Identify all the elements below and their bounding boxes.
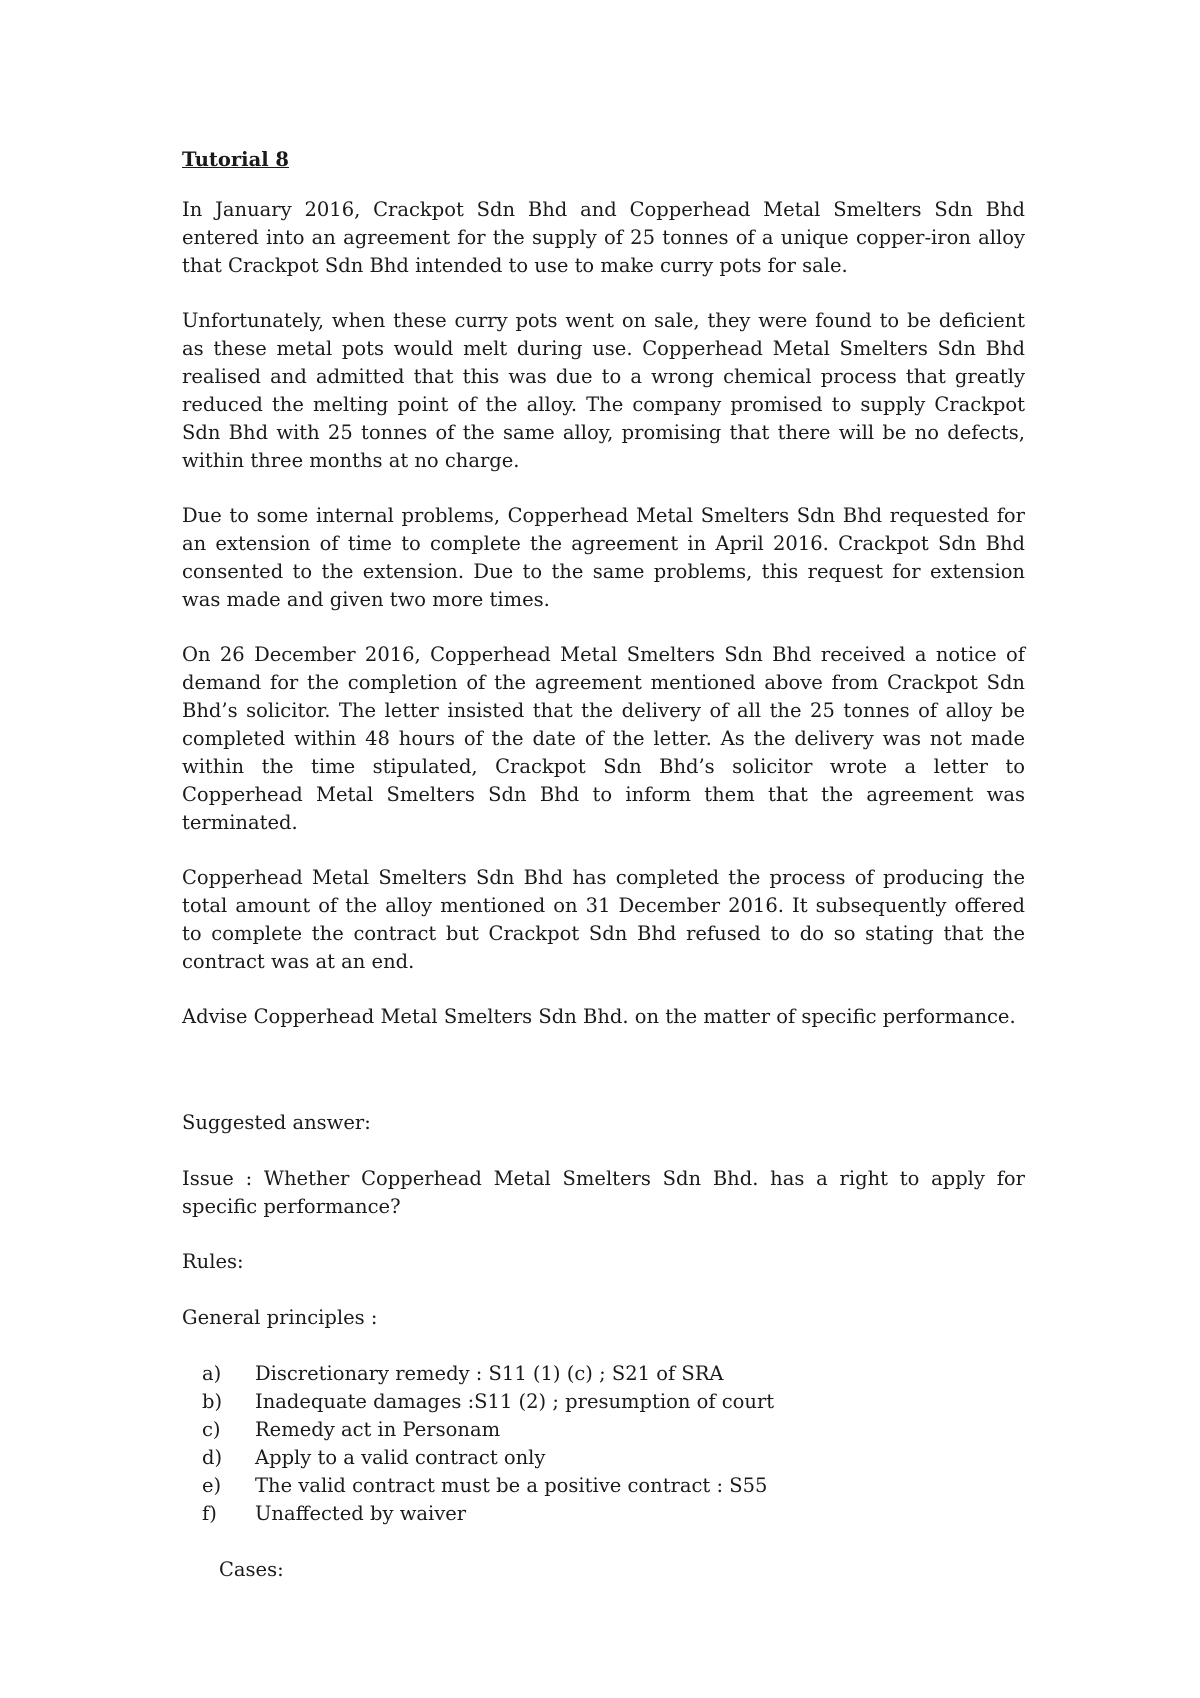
cases-heading: Cases: xyxy=(219,1558,284,1581)
principles-list xyxy=(182,1360,1025,1528)
paragraph: In January 2016, Crackpot Sdn Bhd and Copperhead Metal Smelters Sdn Bhd entered into an agreement for the supply of 25 tonnes of a unique copper-iron alloy that Crackpot Sdn Bhd intended to use to make curry pots for sale. xyxy=(182,198,1025,277)
list-item-text: Inadequate damages :S11 (2) ; presumption of court xyxy=(255,1390,775,1413)
list-item xyxy=(202,1472,1025,1500)
list-item xyxy=(202,1360,1025,1388)
paragraph: Unfortunately, when these curry pots went on sale, they were found to be deficient as these metal pots would melt during use. Copperhead Metal Smelters Sdn Bhd realised and admitted that this was due to a wrong chemical process that greatly reduced the melting point of the alloy. The company promised to supply Crackpot Sdn Bhd with 25 tonnes of the same alloy, promising that there will be no defects, within three months at no charge. xyxy=(182,309,1025,472)
list-item xyxy=(202,1388,1025,1416)
issue-statement: Issue : Whether Copperhead Metal Smelters Sdn Bhd. has a right to apply for specific performance? xyxy=(182,1167,1025,1218)
document-title: Tutorial 8 xyxy=(182,148,289,171)
rules-heading: Rules: xyxy=(182,1250,244,1273)
section-spacer xyxy=(182,1059,1025,1109)
list-marker: d) xyxy=(202,1446,223,1469)
suggested-answer-heading: Suggested answer: xyxy=(182,1111,371,1134)
paragraph: Copperhead Metal Smelters Sdn Bhd has completed the process of producing the total amount of the alloy mentioned on 31 December 2016. It subsequently offered to complete the contract but Crackpot Sdn Bhd refused to do so stating that the contract was at an end. xyxy=(182,866,1025,973)
paragraph: Due to some internal problems, Copperhead Metal Smelters Sdn Bhd requested for an extension of time to complete the agreement in April 2016. Crackpot Sdn Bhd consented to the extension. Due to the same problems, this request for extension was made and given two more times. xyxy=(182,504,1025,611)
general-principles-heading: General principles : xyxy=(182,1306,378,1329)
list-marker: b) xyxy=(202,1390,223,1413)
list-marker: a) xyxy=(202,1362,222,1385)
list-item xyxy=(202,1500,1025,1528)
question-prompt: Advise Copperhead Metal Smelters Sdn Bhd. on the matter of specific performance. xyxy=(182,1005,1016,1028)
list-item-text: Unaffected by waiver xyxy=(255,1502,467,1525)
list-marker: c) xyxy=(202,1418,221,1441)
list-item xyxy=(202,1416,1025,1444)
list-marker: f) xyxy=(202,1502,217,1525)
list-marker: e) xyxy=(202,1474,222,1497)
list-item-text: Discretionary remedy : S11 (1) (c) ; S21 of SRA xyxy=(255,1362,724,1385)
paragraph: On 26 December 2016, Copperhead Metal Smelters Sdn Bhd received a notice of demand for the completion of the agreement mentioned above from Crackpot Sdn Bhd’s solicitor. The letter insisted that the delivery of all the 25 tonnes of alloy be completed within 48 hours of the date of the letter. As the delivery was not made within the time stipulated, Crackpot Sdn Bhd’s solicitor wrote a letter to Copperhead Metal Smelters Sdn Bhd to inform them that the agreement was terminated. xyxy=(182,643,1025,834)
list-item-text: Apply to a valid contract only xyxy=(255,1446,546,1469)
document-body xyxy=(182,146,1025,1612)
list-item-text: The valid contract must be a positive contract : S55 xyxy=(255,1474,768,1497)
list-item-text: Remedy act in Personam xyxy=(255,1418,501,1441)
list-item xyxy=(202,1444,1025,1472)
